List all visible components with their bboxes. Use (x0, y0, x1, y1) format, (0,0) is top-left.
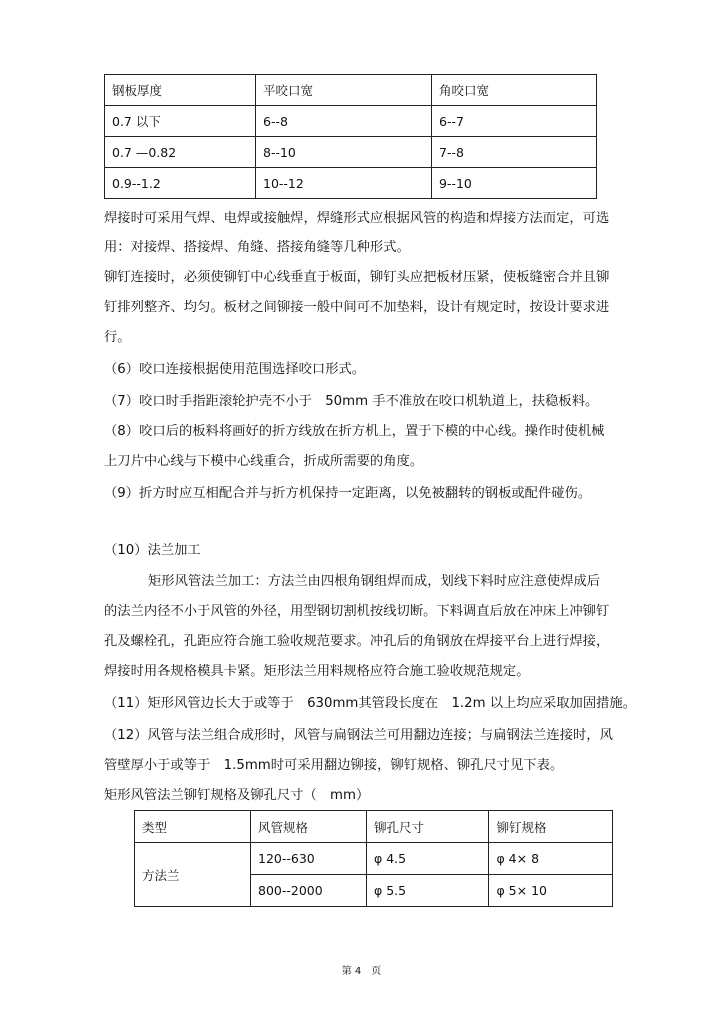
paragraph-line: 上刀片中心线与下模中心线重合，折成所需要的角度。 (104, 454, 424, 469)
table-cell: φ 5.5 (367, 875, 489, 907)
paragraph-line: 焊接时用各规格模具卡紧。矩形法兰用料规格应符合施工验收规范规定。 (104, 664, 530, 679)
seam-width-table (104, 74, 597, 199)
table-row (105, 137, 597, 168)
table-row (105, 168, 597, 199)
paragraph-line: 铆钉连接时，必须使铆钉中心线垂直于板面，铆钉头应把板材压紧，使板缝密合并且铆 (104, 270, 610, 285)
header-cell: 铆钉规格 (489, 811, 613, 843)
header-cell: 铆孔尺寸 (367, 811, 489, 843)
table-cell: 6--8 (256, 106, 432, 137)
table-cell: 0.7 以下 (105, 106, 256, 137)
type-cell: 方法兰 (135, 843, 251, 907)
header-cell: 平咬口宽 (256, 75, 432, 106)
paragraph-line: （7）咬口时手指距滚轮护壳不小于 50mm 手不准放在咬口机轨道上，扶稳板料。 (104, 394, 599, 409)
table-caption: 矩形风管法兰铆钉规格及铆孔尺寸（ mm） (104, 788, 370, 803)
paragraph-line: （11）矩形风管边长大于或等于 630mm其管段长度在 1.2m 以上均应采取加固措施。 (104, 696, 637, 711)
table-cell: 6--7 (432, 106, 597, 137)
table-cell: 120--630 (251, 843, 367, 875)
paragraph-line: 管壁厚小于或等于 1.5mm时可采用翻边铆接，铆钉规格、铆孔尺寸见下表。 (104, 758, 564, 773)
table-cell: 0.9--1.2 (105, 168, 256, 199)
table-cell: 7--8 (432, 137, 597, 168)
table-header-row (135, 811, 613, 843)
paragraph-line: 孔及螺栓孔，孔距应符合施工验收规范要求。冲孔后的角钢放在焊接平台上进行焊接， (104, 634, 610, 649)
header-cell: 角咬口宽 (432, 75, 597, 106)
paragraph-line: （12）风管与法兰组合成形时，风管与扁钢法兰可用翻边连接；与扁钢法兰连接时，风 (104, 728, 613, 743)
table-cell: 0.7 —0.82 (105, 137, 256, 168)
paragraph-line: 钉排列整齐、均匀。板材之间铆接一般中间可不加垫料，设计有规定时，按设计要求进 (104, 300, 610, 315)
paragraph-line: 用：对接焊、搭接焊、角缝、搭接角缝等几种形式。 (104, 240, 410, 255)
paragraph-line: 焊接时可采用气焊、电焊或接触焊，焊缝形式应根据风管的构造和焊接方法而定，可选 (104, 211, 610, 226)
header-cell: 类型 (135, 811, 251, 843)
table-header-row (105, 75, 597, 106)
table-cell: 800--2000 (251, 875, 367, 907)
section-heading: （10）法兰加工 (104, 543, 201, 558)
paragraph-line: 行。 (104, 330, 131, 345)
paragraph-line: （9）折方时应互相配合并与折方机保持一定距离，以免被翻转的钢板或配件碰伤。 (104, 486, 592, 501)
table-cell: 9--10 (432, 168, 597, 199)
table-cell: φ 4× 8 (489, 843, 613, 875)
table-cell: φ 4.5 (367, 843, 489, 875)
rivet-spec-table (134, 810, 613, 907)
table-cell: 10--12 (256, 168, 432, 199)
paragraph-line: （6）咬口连接根据使用范围选择咬口形式。 (104, 362, 366, 377)
paragraph-line: （8）咬口后的板料将画好的折方线放在折方机上，置于下模的中心线。操作时使机械 (104, 424, 605, 439)
table-row (105, 106, 597, 137)
paragraph-line: 的法兰内径不小于风管的外径，用型钢切割机按线切断。下料调直后放在冲床上冲铆钉 (104, 604, 610, 619)
table-cell: 8--10 (256, 137, 432, 168)
page-number: 第 4 页 (341, 966, 382, 977)
paragraph-line: 矩形风管法兰加工：方法兰由四根角钢组焊而成，划线下料时应注意使焊成后 (148, 574, 601, 589)
header-cell: 钢板厚度 (105, 75, 256, 106)
header-cell: 风管规格 (251, 811, 367, 843)
table-cell: φ 5× 10 (489, 875, 613, 907)
table-row (135, 843, 613, 875)
